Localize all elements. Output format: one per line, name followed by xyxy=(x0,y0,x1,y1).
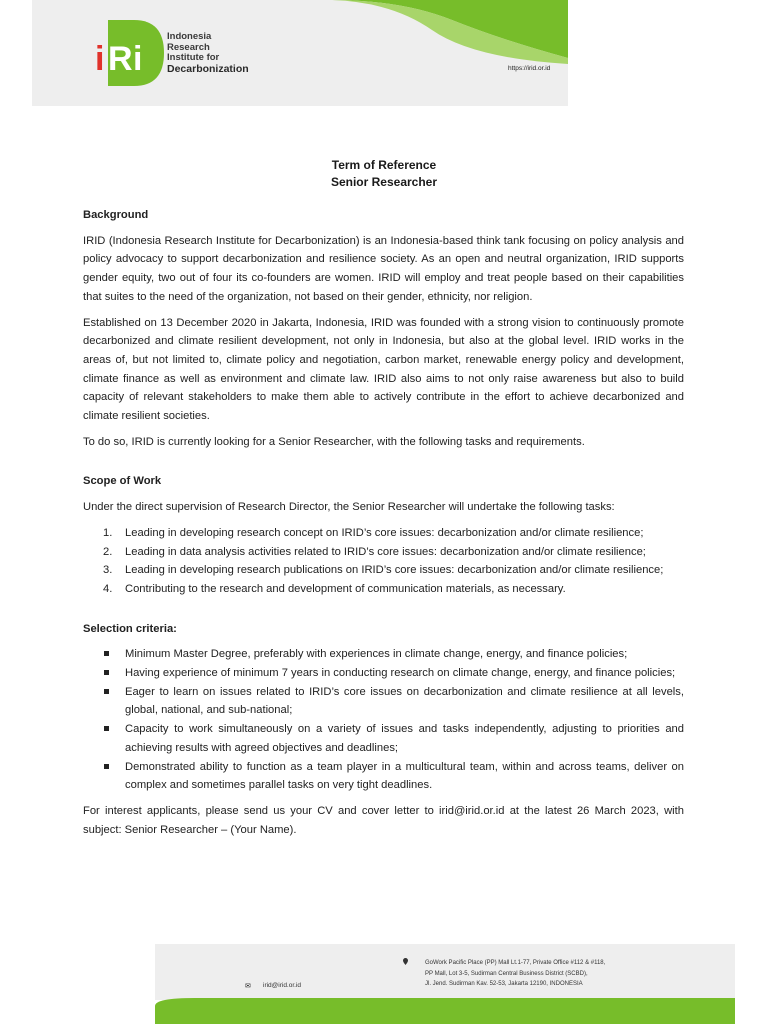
list-item xyxy=(83,580,684,599)
list-item-text: Capacity to work simultaneously on a variety of issues and tasks independently, adjusting to priorities and achieving results with agreed objectives and deadlines; xyxy=(125,723,684,754)
list-item xyxy=(83,645,684,664)
list-item-text: Contributing to the research and development of communication materials, as necessary. xyxy=(125,582,566,595)
irid-logo xyxy=(94,20,164,86)
list-item xyxy=(83,561,684,580)
list-item-text: Leading in developing research concept on IRID’s core issues: decarbonization and/or climate resilience; xyxy=(125,526,644,539)
bullet-icon xyxy=(104,689,109,694)
list-item xyxy=(83,683,684,720)
bullet-icon xyxy=(104,651,109,656)
title-line-1: Term of Reference xyxy=(331,158,437,172)
org-name-line: Research xyxy=(167,41,210,53)
list-item-text: Eager to learn on issues related to IRID’s core issues on decarbonization and climate resilience at all levels, global, national, and sub-national; xyxy=(125,685,684,717)
org-name-line: Decarbonization xyxy=(167,62,249,75)
list-number: 3. xyxy=(103,564,113,577)
scope-heading: Scope of Work xyxy=(83,475,162,488)
footer-email[interactable]: irid@irid.or.id xyxy=(263,982,302,989)
address-line: GoWork Pacific Place (PP) Mall Lt.1-77, Private Office #112 & #118, xyxy=(425,960,606,966)
footer-address xyxy=(425,958,605,990)
org-name-line: Indonesia xyxy=(167,31,212,42)
list-item xyxy=(83,543,684,562)
list-item xyxy=(83,524,684,543)
title-line-2: Senior Researcher xyxy=(330,175,438,189)
list-number: 4. xyxy=(103,582,113,595)
bullet-icon xyxy=(104,670,109,675)
scope-task-list xyxy=(83,524,684,599)
background-paragraph-1: IRID (Indonesia Research Institute for Decarbonization) is an Indonesia-based think tank focusing on policy analysis and policy advocacy to support decarbonization and resilience society. As an open and neutral organization, IRID supports gender equity, two out of four its co-founders are women. IRID will employ and treat people based on their capabilities that suites to the need of the organization, not based on their gender, ethnicity, nor religion. xyxy=(83,234,684,303)
svg-text:i: i xyxy=(133,40,143,78)
website-url[interactable]: https://irid.or.id xyxy=(508,65,551,72)
document-body xyxy=(83,206,684,846)
list-item xyxy=(83,758,684,795)
scope-intro: Under the direct supervision of Research Director, the Senior Researcher will undertake the following tasks: xyxy=(83,501,615,514)
bullet-icon xyxy=(104,764,109,769)
footer-green-band xyxy=(155,996,735,1024)
email-icon: ✉ xyxy=(245,983,251,990)
list-item-text: Having experience of minimum 7 years in conducting research on climate change, energy, and finance policies; xyxy=(125,667,676,680)
background-paragraph-2: Established on 13 December 2020 in Jakarta, Indonesia, IRID was founded with a strong vision to continuously promote decarbonized and climate resilient development, not only in Indonesia, but also at the global level. IRID works in the areas of, but not limited to, climate policy and negotiation, carbon market, renewable energy policy and development, climate finance as well as environment and climate law. IRID also aims to not only raise awareness but also to build capacity of relevant stakeholders to make them able to actively contribute in the effort to achieve decarbonized and climate resilient societies. xyxy=(83,316,684,423)
list-item-text: Demonstrated ability to function as a team player in a multicultural team, within and across teams, deliver on complex and sometimes parallel tasks on very tight deadlines. xyxy=(125,760,684,792)
list-item xyxy=(83,720,684,757)
background-heading: Background xyxy=(83,209,149,221)
svg-text:R: R xyxy=(108,40,133,78)
org-name-line: Institute for xyxy=(167,52,220,63)
address-line: PP Mall, Lot 3-5, Sudirman Central Business District (SCBD), xyxy=(425,970,588,977)
svg-text:i: i xyxy=(95,40,105,78)
background-paragraph-3: To do so, IRID is currently looking for a Senior Researcher, with the following tasks and requirements. xyxy=(83,435,585,448)
closing-paragraph: For interest applicants, please send us your CV and cover letter to irid@irid.or.id at the latest 26 March 2023, with subject: Senior Researcher – (Your Name). xyxy=(83,804,684,836)
list-item-text: Leading in developing research publications on IRID’s core issues: decarbonization and/or climate resilience; xyxy=(125,564,664,577)
criteria-list xyxy=(83,645,684,795)
list-number: 1. xyxy=(103,526,113,539)
bullet-icon xyxy=(104,726,109,731)
list-number: 2. xyxy=(103,545,113,558)
org-name xyxy=(167,32,249,74)
criteria-heading: Selection criteria: xyxy=(83,622,177,635)
list-item-text: Minimum Master Degree, preferably with experiences in climate change, energy, and finance policies; xyxy=(125,648,628,661)
address-line: Jl. Jend. Sudirman Kav. 52-53, Jakarta 12190, INDONESIA xyxy=(425,981,583,987)
document-title xyxy=(0,157,768,191)
location-pin-icon xyxy=(403,958,408,965)
list-item xyxy=(83,664,684,683)
list-item-text: Leading in data analysis activities related to IRID’s core issues: decarbonization and/or climate resilience; xyxy=(125,545,646,558)
